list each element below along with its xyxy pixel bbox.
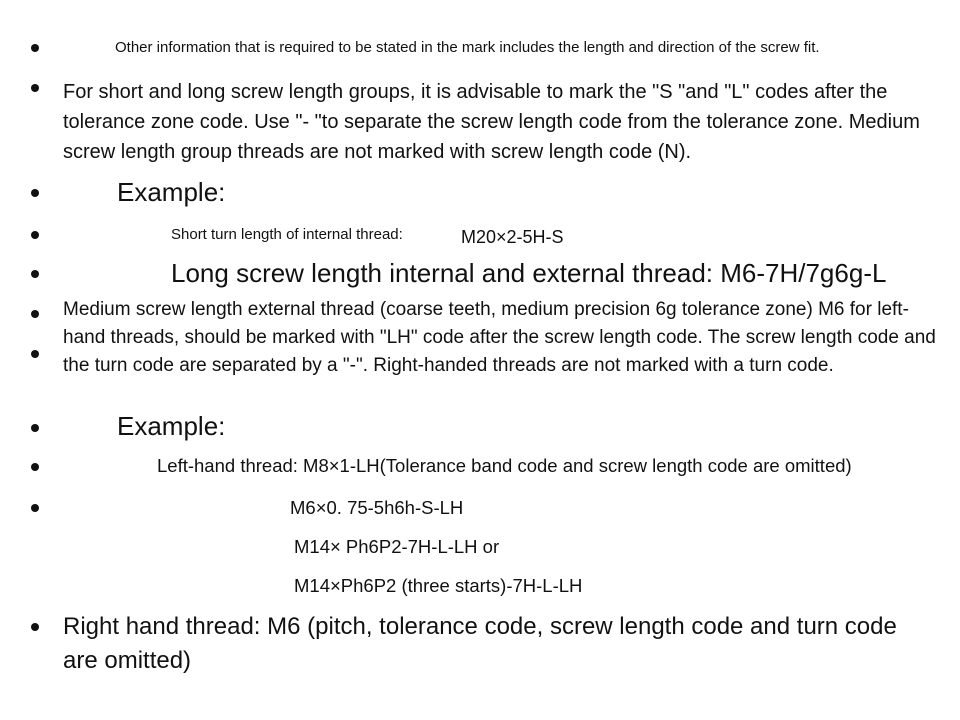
paragraph-screw-length-codes: For short and long screw length groups, it is advisable to mark the "S "and "L" codes after the tolerance zone code. Use "- "to separate the screw length code from the tolerance zone. Medium screw length group threads are not marked with screw length code (N). [63,81,920,163]
left-hand-thread-line: Left-hand thread: M8×1-LH(Tolerance band code and screw length code are omitted) [157,455,852,476]
bullet-10 [31,504,39,512]
bullet-9 [31,463,39,471]
paragraph-right-hand-thread: Right hand thread: M6 (pitch, tolerance code, screw length code and turn code are omitted) [63,613,897,674]
thread-example-m14-b: M14×Ph6P2 (three starts)-7H-L-LH [294,575,583,596]
bullet-6 [31,310,39,318]
thread-example-m6: M6×0. 75-5h6h-S-LH [290,497,464,518]
bullet-2 [31,84,39,92]
short-turn-value: M20×2-5H-S [461,227,564,247]
paragraph-medium-screw-length: Medium screw length external thread (coarse teeth, medium precision 6g tolerance zone) M6 for left-hand threads, should be marked with "LH" code after the screw length code. The screw length code and the turn code are separated by a "-". Right-handed threads are not marked with a turn code. [63,299,936,376]
example-heading-2: Example: [117,411,226,441]
bullet-7 [31,350,39,358]
bullet-3 [31,189,39,197]
short-turn-label: Short turn length of internal thread: [171,226,403,243]
line-screw-fit-info: Other information that is required to be stated in the mark includes the length and direction of the screw fit. [115,39,820,56]
bullet-4 [31,231,39,239]
bullet-8 [31,424,39,432]
example-heading-1: Example: [117,177,226,207]
long-screw-length-line: Long screw length internal and external thread: M6-7H/7g6g-L [171,258,887,288]
bullet-1 [31,44,39,52]
bullet-11 [31,623,39,631]
bullet-5 [31,270,39,278]
thread-example-m14-a: M14× Ph6P2-7H-L-LH or [294,536,500,557]
